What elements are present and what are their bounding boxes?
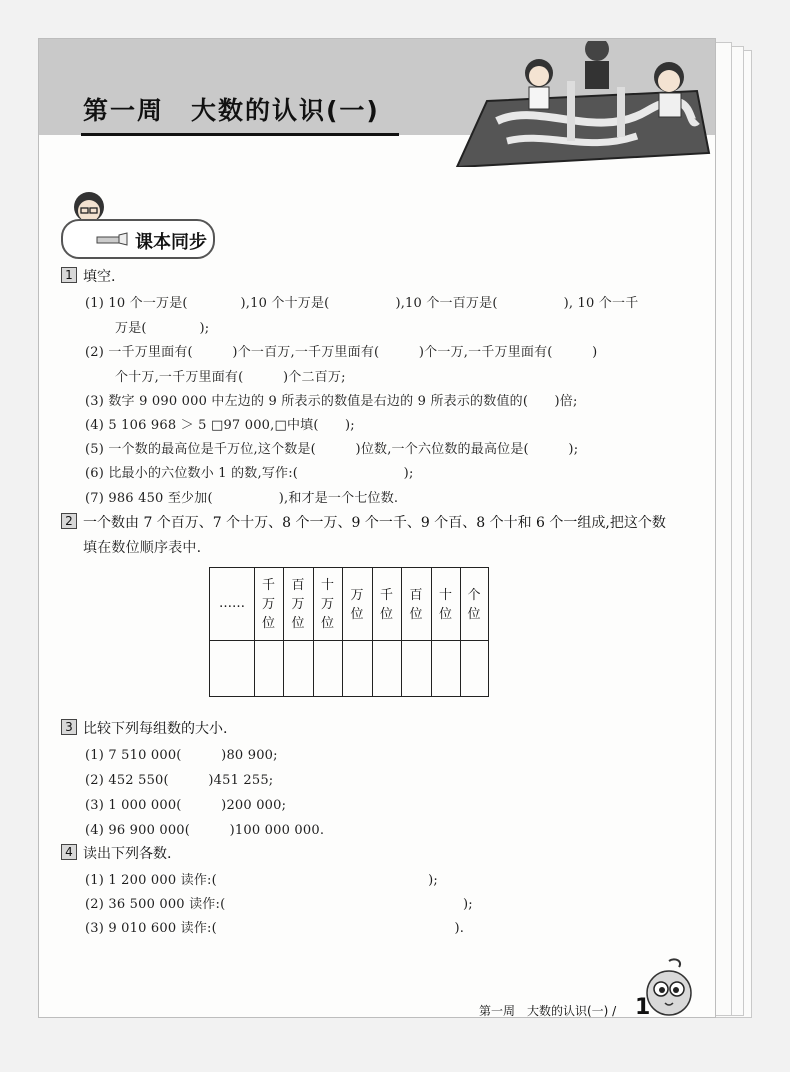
question-3-line-4: (4) 96 900 000( )100 000 000. bbox=[85, 823, 325, 838]
footer-page-number: 1 bbox=[635, 995, 651, 1018]
table-col-millions: 百 万 位 bbox=[291, 578, 305, 631]
chalk-hand-icon bbox=[95, 231, 129, 247]
table-col-hundreds: 百 位 bbox=[409, 588, 423, 622]
question-number-4: 4 bbox=[61, 844, 77, 860]
question-2-title: 一个数由 7 个百万、7 个十万、8 个一万、9 个一千、9 个百、8 个十和 6 个一组成,把这个数 bbox=[83, 515, 666, 531]
question-1-line-5: (3) 数字 9 090 000 中左边的 9 所表示的数值是右边的 9 所表示的数值的( )倍; bbox=[85, 394, 578, 409]
question-3-line-2: (2) 452 550( )451 255; bbox=[85, 773, 274, 788]
table-header-divider bbox=[210, 640, 488, 641]
table-col-ten-thousands: 万 位 bbox=[350, 588, 364, 622]
table-col-tens: 十 位 bbox=[438, 588, 452, 622]
question-1-title: 填空. bbox=[83, 269, 116, 285]
section-badge bbox=[61, 219, 215, 259]
place-value-table bbox=[209, 567, 489, 697]
table-col-ten-millions: 千 万 位 bbox=[261, 578, 275, 631]
question-1-line-1: (1) 10 个一万是( ),10 个十万是( ),10 个一百万是( ), 10 个一千 bbox=[85, 296, 639, 311]
question-number-2: 2 bbox=[61, 513, 77, 529]
table-col-thousands: 千 位 bbox=[379, 588, 393, 622]
question-number-1: 1 bbox=[61, 267, 77, 283]
question-1-line-3: (2) 一千万里面有( )个一百万,一千万里面有( )个一万,一千万里面有( ) bbox=[85, 345, 598, 360]
page-title: 第一周 大数的认识(一) bbox=[83, 96, 380, 125]
question-3-title: 比较下列每组数的大小. bbox=[83, 721, 228, 737]
question-number-3: 3 bbox=[61, 719, 77, 735]
title-underline bbox=[81, 133, 399, 136]
footer-chapter-label: 第一周 大数的认识(一) / bbox=[479, 1004, 617, 1018]
question-4-line-2: (2) 36 500 000 读作:( ); bbox=[85, 897, 473, 912]
table-col-ones: 个 位 bbox=[467, 588, 481, 622]
question-4-line-1: (1) 1 200 000 读作:( ); bbox=[85, 873, 438, 888]
question-1-line-9: (7) 986 450 至少加( ),和才是一个七位数. bbox=[85, 491, 399, 506]
worksheet-page bbox=[38, 38, 716, 1018]
question-1-line-7: (5) 一个数的最高位是千万位,这个数是( )位数,一个六位数的最高位是( ); bbox=[85, 442, 579, 457]
question-1-line-4: 个十万,一千万里面有( )个二百万; bbox=[115, 370, 346, 385]
question-4-title: 读出下列各数. bbox=[83, 846, 172, 862]
table-col-hundred-thousands: 十 万 位 bbox=[320, 578, 334, 631]
question-3-line-1: (1) 7 510 000( )80 900; bbox=[85, 748, 278, 763]
question-3-line-3: (3) 1 000 000( )200 000; bbox=[85, 798, 287, 813]
section-badge-label: 课本同步 bbox=[135, 232, 207, 253]
question-4-line-3: (3) 9 010 600 读作:( ). bbox=[85, 921, 465, 936]
question-1-line-2: 万是( ); bbox=[115, 321, 210, 336]
question-1-line-6: (4) 5 106 968 ＞ 5 □97 000,□中填( ); bbox=[85, 418, 355, 433]
question-2-line-1: 填在数位顺序表中. bbox=[83, 540, 202, 556]
question-1-line-8: (6) 比最小的六位数小 1 的数,写作:( ); bbox=[85, 466, 414, 481]
table-col-ellipsis: …… bbox=[219, 596, 245, 611]
classroom-illustration bbox=[447, 41, 715, 167]
